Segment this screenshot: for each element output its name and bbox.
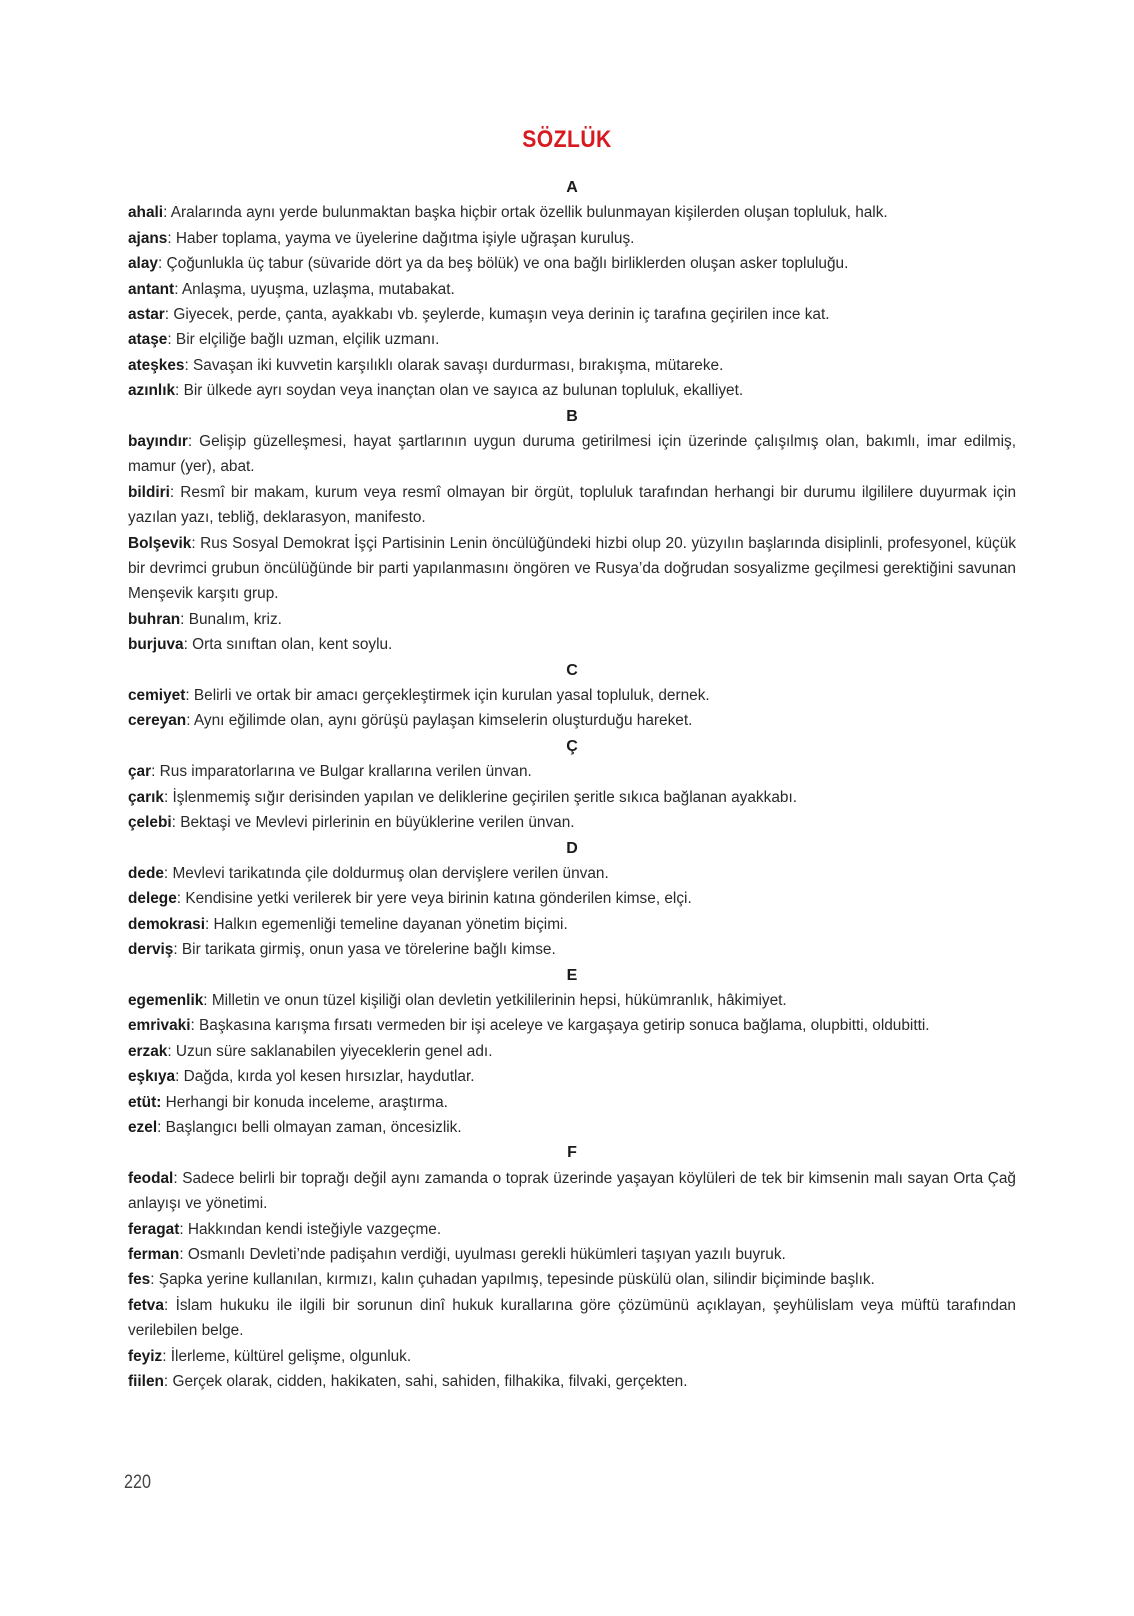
entry-definition: : Belirli ve ortak bir amacı gerçekleştirmek için kurulan yasal topluluk, dernek. — [185, 687, 710, 705]
entry-definition: : Halkın egemenliği temeline dayanan yönetim biçimi. — [205, 915, 568, 933]
glossary-entry — [128, 378, 1016, 403]
entry-definition: : Bektaşi ve Mevlevi pirlerinin en büyüklerine verilen ünvan. — [171, 814, 575, 832]
entry-definition: : Başlangıcı belli olmayan zaman, öncesizlik. — [157, 1118, 462, 1136]
entry-term: demokrasi — [128, 915, 205, 933]
entry-definition: : Şapka yerine kullanılan, kırmızı, kalın çuhadan yapılmış, tepesinde püskülü olan, silindir biçiminde başlık. — [150, 1271, 875, 1289]
entry-definition: : Mevlevi tarikatında çile doldurmuş olan dervişlere verilen ünvan. — [163, 864, 609, 882]
entry-term: ateşkes — [128, 356, 185, 374]
entry-term: fetva — [128, 1296, 164, 1314]
entry-definition: : Bir elçiliğe bağlı uzman, elçilik uzmanı. — [167, 331, 440, 349]
entry-term: cemiyet — [128, 687, 186, 705]
glossary-entry — [128, 683, 1016, 708]
entry-term: bildiri — [128, 483, 170, 501]
entry-term: egemenlik — [128, 991, 204, 1009]
glossary-entry — [128, 1369, 1016, 1394]
glossary-content — [128, 175, 1016, 1394]
entry-term: etüt: — [128, 1093, 162, 1111]
entry-term: erzak — [128, 1042, 168, 1060]
entry-definition: : İlerleme, kültürel gelişme, olgunluk. — [162, 1347, 412, 1365]
glossary-entry — [128, 759, 1016, 784]
entry-definition: : Resmî bir makam, kurum veya resmî olmayan bir örgüt, topluluk tarafından herhangi bir durumu ilgililere duyurmak için yazılan yazı, tebliğ, deklarasyon, manifesto. — [128, 483, 1016, 527]
entry-definition: : Milletin ve onun tüzel kişiliği olan devletin yetkililerinin hepsi, hükümranlık, hâkimiyet. — [203, 991, 787, 1009]
entry-term: çelebi — [128, 814, 172, 832]
entry-term: feragat — [128, 1220, 180, 1238]
entry-term: astar — [128, 306, 165, 324]
glossary-entry — [128, 480, 1016, 531]
glossary-entry — [128, 810, 1016, 835]
glossary-entry — [128, 785, 1016, 810]
entry-definition: : Orta sınıftan olan, kent soylu. — [183, 636, 393, 654]
entry-term: feodal — [128, 1169, 174, 1187]
glossary-entry — [128, 1166, 1016, 1217]
entry-definition: : Aralarında aynı yerde bulunmaktan başka hiçbir ortak özellik bulunmayan kişilerden oluşan topluluk, halk. — [163, 204, 888, 222]
entry-term: ajans — [128, 229, 168, 247]
entry-term: ferman — [128, 1245, 180, 1263]
glossary-entry — [128, 327, 1016, 352]
entry-term: Bolşevik — [128, 534, 192, 552]
glossary-entry — [128, 429, 1016, 480]
glossary-entry — [128, 708, 1016, 733]
glossary-entry — [128, 1064, 1016, 1089]
entry-definition: : Gelişip güzelleşmesi, hayat şartlarının uygun duruma getirilmesi için üzerinde çalışılmış olan, bakımlı, imar edilmiş, mamur (yer), abat. — [128, 433, 1016, 476]
glossary-entry — [128, 1242, 1016, 1267]
entry-definition: : Rus Sosyal Demokrat İşçi Partisinin Lenin öncülüğündeki hizbi olup 20. yüzyılın başlarında disiplinli, profesyonel, küçük bir devrimci grubun öncülüğünde bir parti yapılanmasını öngören ve Rusya’da doğrudan sosyalizme geçilmesi gerektiğini savunan Menşevik karşıtı grup. — [128, 534, 1016, 603]
glossary-entry — [128, 937, 1016, 962]
entry-definition: : Sadece belirli bir toprağı değil aynı zamanda o toprak üzerinde yaşayan köylüleri de tek bir kimsenin malı sayan Orta Çağ anlayışı ve yönetimi. — [128, 1169, 1016, 1213]
glossary-entry — [128, 1115, 1016, 1140]
glossary-entry — [128, 912, 1016, 937]
entry-term: fiilen — [128, 1372, 164, 1390]
entry-term: burjuva — [128, 636, 184, 654]
glossary-entry — [128, 1039, 1016, 1064]
glossary-entry — [128, 302, 1016, 327]
glossary-entry — [128, 886, 1016, 911]
page-number: 220 — [124, 1472, 151, 1493]
entry-definition: : İşlenmemiş sığır derisinden yapılan ve deliklerine geçirilen şeritle sıkıca bağlanan ayakkabı. — [163, 788, 797, 806]
glossary-entry — [128, 988, 1016, 1013]
glossary-entry — [128, 1217, 1016, 1242]
entry-term: ezel — [128, 1118, 158, 1136]
glossary-entry — [128, 226, 1016, 251]
entry-term: emrivaki — [128, 1017, 191, 1035]
entry-definition: : Bir tarikata girmiş, onun yasa ve törelerine bağlı kimse. — [173, 941, 556, 959]
section-letter: C — [566, 661, 578, 679]
entry-definition: : Uzun süre saklanabilen yiyeceklerin genel adı. — [167, 1042, 493, 1060]
entry-definition: : Bunalım, kriz. — [180, 610, 282, 628]
entry-definition: : Kendisine yetki verilerek bir yere veya birinin katına gönderilen kimse, elçi. — [176, 890, 692, 908]
entry-definition: : Anlaşma, uyuşma, uzlaşma, mutabakat. — [174, 280, 455, 298]
glossary-entry — [128, 1293, 1016, 1344]
section-letter: Ç — [566, 737, 578, 755]
glossary-entry — [128, 531, 1016, 607]
entry-term: ataşe — [128, 331, 168, 349]
section-letter: B — [566, 407, 578, 425]
glossary-entry — [128, 1267, 1016, 1292]
entry-term: cereyan — [128, 712, 187, 730]
entry-term: bayındır — [128, 433, 188, 451]
entry-definition: : Çoğunlukla üç tabur (süvaride dört ya da beş bölük) ve ona bağlı birliklerden oluşan asker topluluğu. — [157, 255, 849, 273]
section-letter: A — [566, 179, 578, 196]
section-letter: D — [566, 839, 578, 857]
glossary-entry — [128, 277, 1016, 302]
glossary-entry — [128, 200, 1016, 225]
entry-definition: : Aynı eğilimde olan, aynı görüşü paylaşan kimselerin oluşturduğu hareket. — [186, 712, 693, 730]
entry-definition: : Bir ülkede ayrı soydan veya inançtan olan ve sayıca az bulunan topluluk, ekalliyet. — [175, 382, 744, 400]
glossary-entry — [128, 632, 1016, 657]
entry-term: buhran — [128, 610, 181, 628]
entry-term: azınlık — [128, 382, 176, 400]
section-letter: F — [567, 1144, 577, 1162]
entry-definition: Herhangi bir konuda inceleme, araştırma. — [161, 1093, 448, 1111]
entry-term: delege — [128, 890, 177, 908]
entry-term: çar — [128, 763, 152, 781]
entry-definition: : Giyecek, perde, çanta, ayakkabı vb. şeylerde, kumaşın veya derinin iç tarafına geçirilen ince kat. — [164, 306, 830, 324]
glossary-entry — [128, 251, 1016, 276]
entry-definition: : Başkasına karışma fırsatı vermeden bir işi aceleye ve kargaşaya getirip sonuca bağlama, olupbitti, oldubitti. — [190, 1017, 930, 1035]
entry-term: alay — [128, 255, 158, 273]
glossary-entry — [128, 861, 1016, 886]
page-title: SÖZLÜK — [522, 126, 612, 153]
section-letter: E — [566, 966, 578, 984]
glossary-entry — [128, 1090, 1016, 1115]
entry-term: dede — [128, 864, 164, 882]
entry-definition: : İslam hukuku ile ilgili bir sorunun dinî hukuk kurallarına göre çözümünü açıklayan, şeyhülislam veya müftü tarafından verilebilen belge. — [128, 1296, 1016, 1340]
glossary-entry — [128, 1013, 1016, 1038]
entry-definition: : Hakkından kendi isteğiyle vazgeçme. — [179, 1220, 442, 1238]
entry-term: feyiz — [128, 1347, 163, 1365]
entry-definition: : Haber toplama, yayma ve üyelerine dağıtma işiyle uğraşan kuruluş. — [167, 229, 635, 247]
glossary-entry — [128, 607, 1016, 632]
entry-definition: : Osmanlı Devleti’nde padişahın verdiği, uyulması gerekli hükümleri taşıyan yazılı buyruk. — [179, 1245, 786, 1263]
entry-term: ahali — [128, 204, 164, 222]
entry-definition: : Savaşan iki kuvvetin karşılıklı olarak savaşı durdurması, bırakışma, mütareke. — [184, 356, 724, 374]
entry-definition: : Gerçek olarak, cidden, hakikaten, sahi, sahiden, filhakika, filvaki, gerçekten. — [163, 1372, 688, 1390]
entry-term: fes — [128, 1271, 151, 1289]
glossary-entry — [128, 353, 1016, 378]
entry-term: çarık — [128, 788, 164, 806]
entry-definition: : Rus imparatorlarına ve Bulgar krallarına verilen ünvan. — [151, 763, 532, 781]
entry-term: derviş — [128, 941, 174, 959]
glossary-entry — [128, 1344, 1016, 1369]
entry-term: eşkıya — [128, 1068, 176, 1086]
entry-definition: : Dağda, kırda yol kesen hırsızlar, haydutlar. — [175, 1068, 475, 1086]
entry-term: antant — [128, 280, 175, 298]
